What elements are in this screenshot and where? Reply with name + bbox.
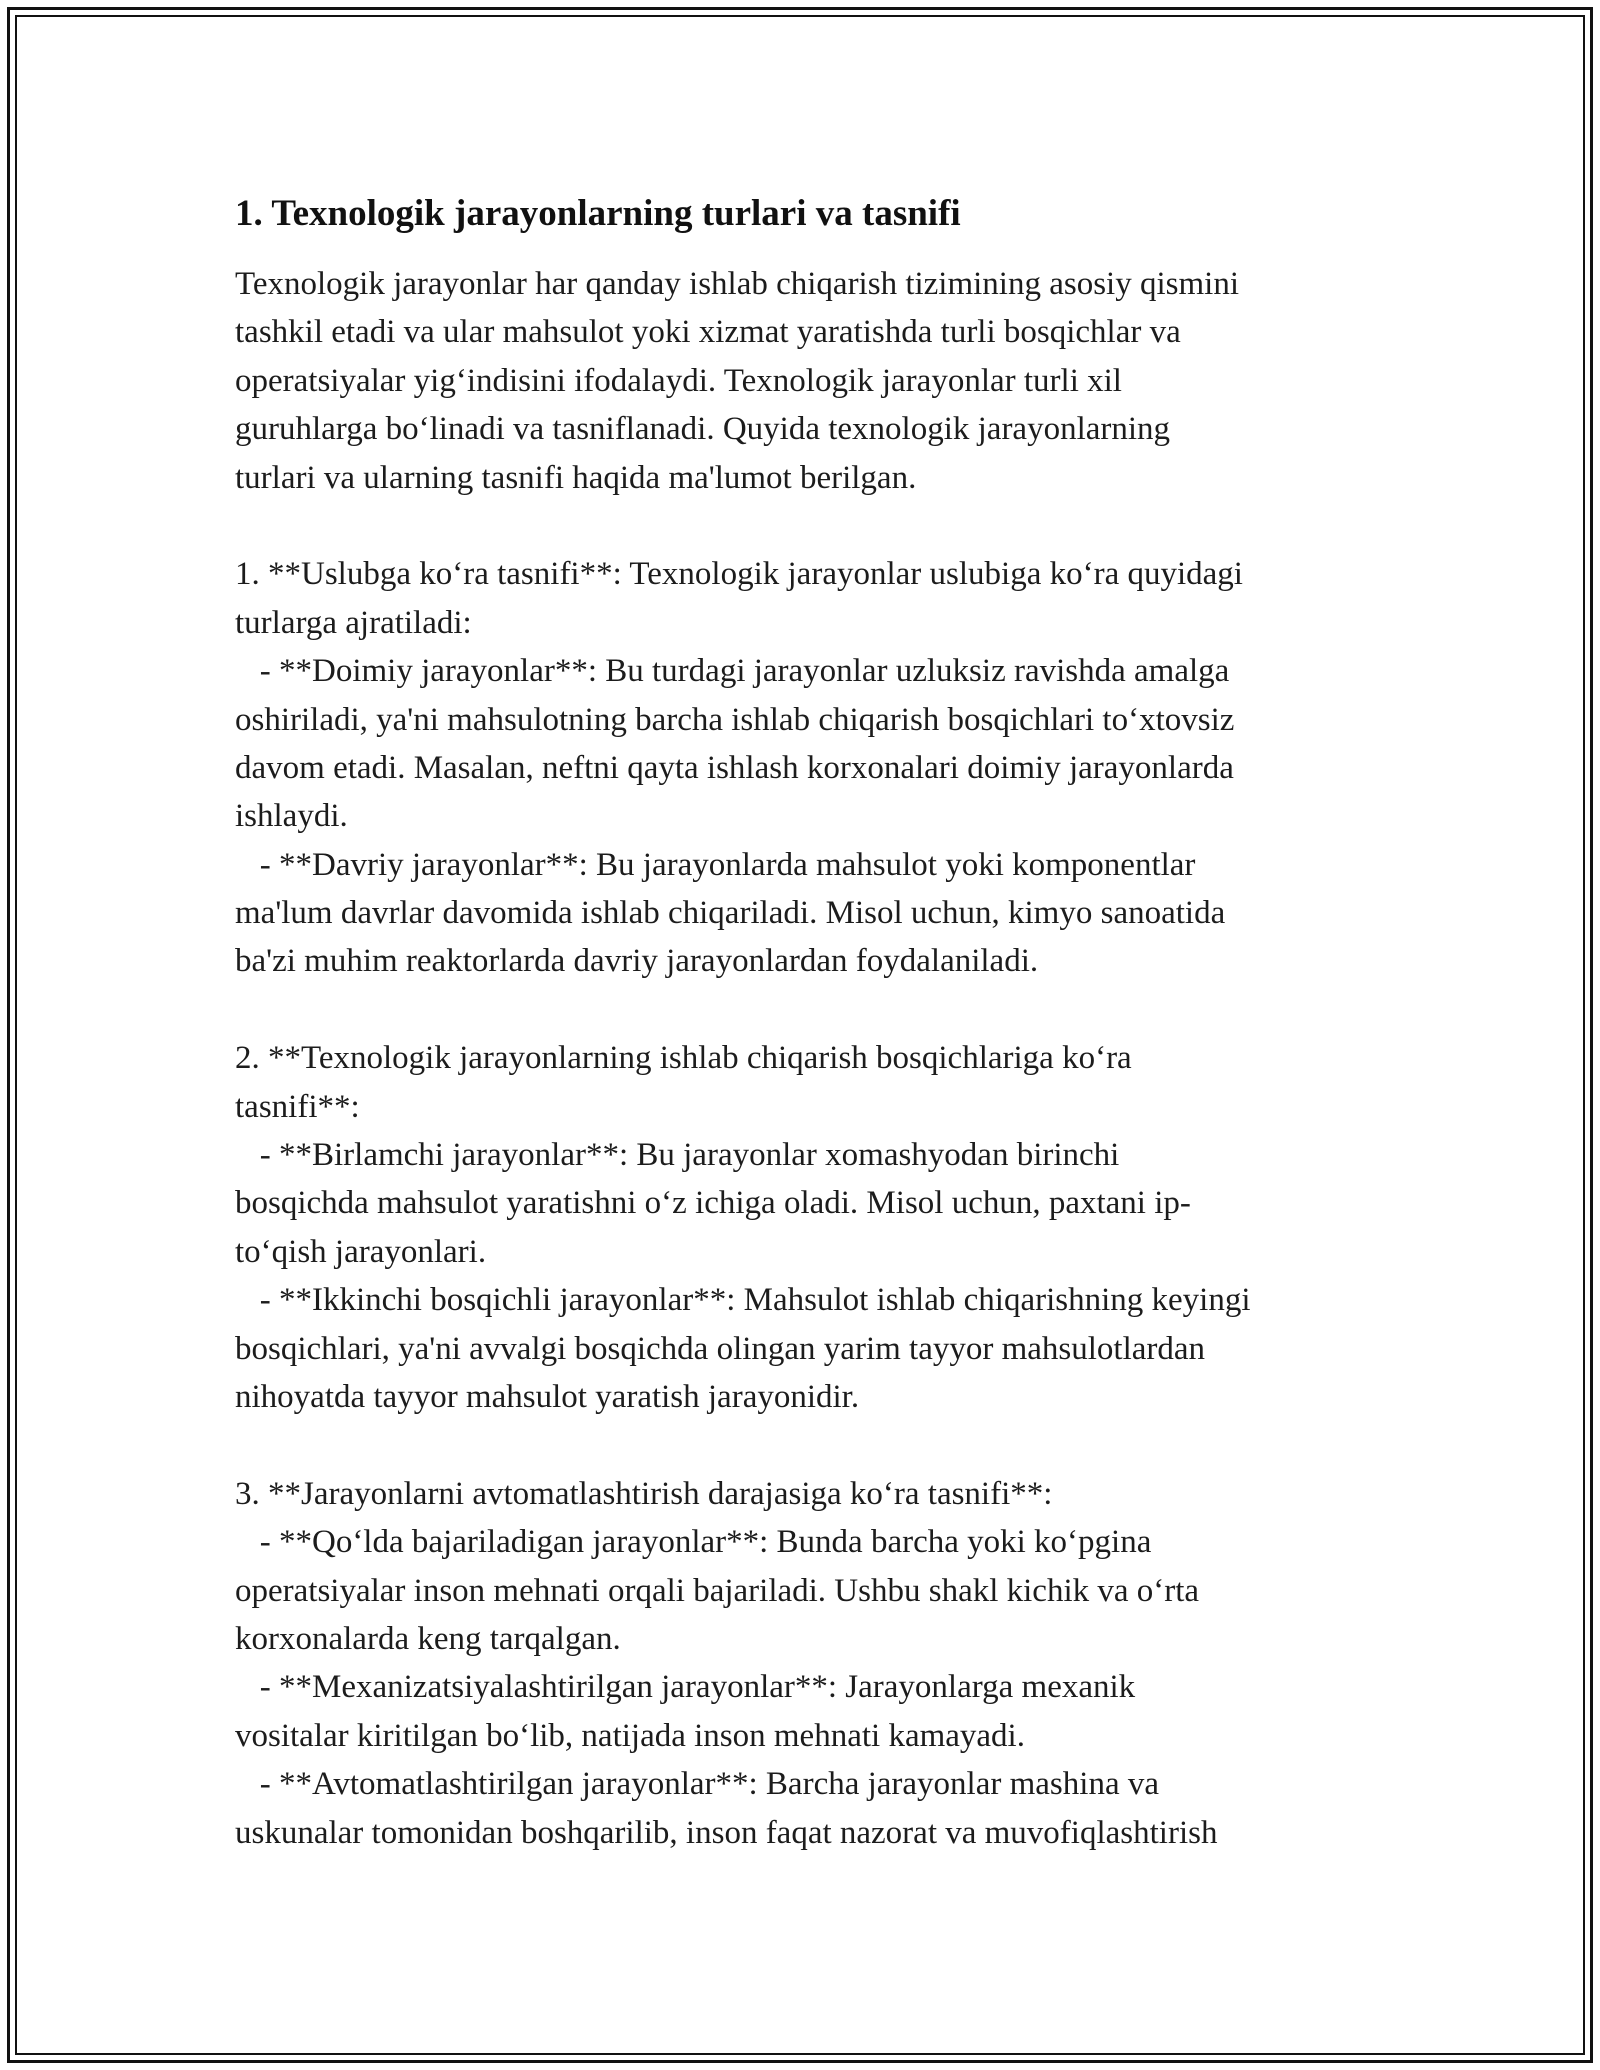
text-line: ba'zi muhim reaktorlarda davriy jarayonlardan foydalaniladi. bbox=[235, 943, 1039, 980]
text-line: - **Qo‘lda bajariladigan jarayonlar**: Bunda barcha yoki ko‘pgina bbox=[235, 1524, 1152, 1561]
document-body bbox=[235, 190, 1375, 1857]
blank-line bbox=[235, 986, 1375, 1034]
text-line: guruhlarga bo‘linadi va tasniflanadi. Quyida texnologik jarayonlarning bbox=[235, 411, 1171, 448]
text-line: uskunalar tomonidan boshqarilib, inson faqat nazorat va muvofiqlashtirish bbox=[235, 1814, 1218, 1851]
text-line: - **Birlamchi jarayonlar**: Bu jarayonlar xomashyodan birinchi bbox=[235, 1137, 1120, 1174]
text-line: - **Ikkinchi bosqichli jarayonlar**: Mahsulot ishlab chiqarishning keyingi bbox=[235, 1282, 1251, 1319]
paragraph-lines bbox=[235, 260, 1375, 1857]
text-line: 3. **Jarayonlarni avtomatlashtirish darajasiga ko‘ra tasnifi**: bbox=[235, 1475, 1053, 1512]
text-line: ishlaydi. bbox=[235, 798, 348, 835]
text-line: to‘qish jarayonlari. bbox=[235, 1233, 487, 1270]
text-line: korxonalarda keng tarqalgan. bbox=[235, 1620, 621, 1657]
text-line: 1. **Uslubga ko‘ra tasnifi**: Texnologik jarayonlar uslubiga ko‘ra quyidagi bbox=[235, 556, 1243, 593]
text-line: - **Davriy jarayonlar**: Bu jarayonlarda mahsulot yoki komponentlar bbox=[235, 846, 1196, 883]
section-title: 1. Texnologik jarayonlarning turlari va tasnifi bbox=[235, 193, 961, 234]
text-line: 2. **Texnologik jarayonlarning ishlab chiqarish bosqichlariga ko‘ra bbox=[235, 1040, 1132, 1077]
text-line: tasnifi**: bbox=[235, 1088, 360, 1125]
blank-line bbox=[235, 1421, 1375, 1469]
text-line: bosqichda mahsulot yaratishni o‘z ichiga oladi. Misol uchun, paxtani ip- bbox=[235, 1185, 1191, 1222]
text-line: vositalar kiritilgan bo‘lib, natijada inson mehnati kamayadi. bbox=[235, 1717, 1025, 1754]
text-line: - **Avtomatlashtirilgan jarayonlar**: Barcha jarayonlar mashina va bbox=[235, 1766, 1159, 1803]
text-line: ma'lum davrlar davomida ishlab chiqariladi. Misol uchun, kimyo sanoatida bbox=[235, 895, 1226, 932]
text-line: bosqichlari, ya'ni avvalgi bosqichda olingan yarim tayyor mahsulotlardan bbox=[235, 1330, 1206, 1367]
text-line: operatsiyalar inson mehnati orqali bajariladi. Ushbu shakl kichik va o‘rta bbox=[235, 1572, 1200, 1609]
text-line: operatsiyalar yig‘indisini ifodalaydi. Texnologik jarayonlar turli xil bbox=[235, 362, 1122, 399]
text-line: tashkil etadi va ular mahsulot yoki xizmat yaratishda turli bosqichlar va bbox=[235, 314, 1181, 351]
text-line: davom etadi. Masalan, neftni qayta ishlash korxonalari doimiy jarayonlarda bbox=[235, 749, 1234, 786]
text-line: Texnologik jarayonlar har qanday ishlab chiqarish tizimining asosiy qismini bbox=[235, 266, 1239, 302]
text-line: - **Mexanizatsiyalashtirilgan jarayonlar**: Jarayonlarga mexanik bbox=[235, 1669, 1136, 1706]
text-line: - **Doimiy jarayonlar**: Bu turdagi jarayonlar uzluksiz ravishda amalga bbox=[235, 653, 1230, 690]
blank-line bbox=[235, 502, 1375, 550]
text-line: nihoyatda tayyor mahsulot yaratish jarayonidir. bbox=[235, 1378, 860, 1415]
text-line: turlarga ajratiladi: bbox=[235, 604, 472, 641]
text-line: turlari va ularning tasnifi haqida ma'lumot berilgan. bbox=[235, 459, 917, 496]
text-line: oshiriladi, ya'ni mahsulotning barcha ishlab chiqarish bosqichlari to‘xtovsiz bbox=[235, 701, 1235, 738]
